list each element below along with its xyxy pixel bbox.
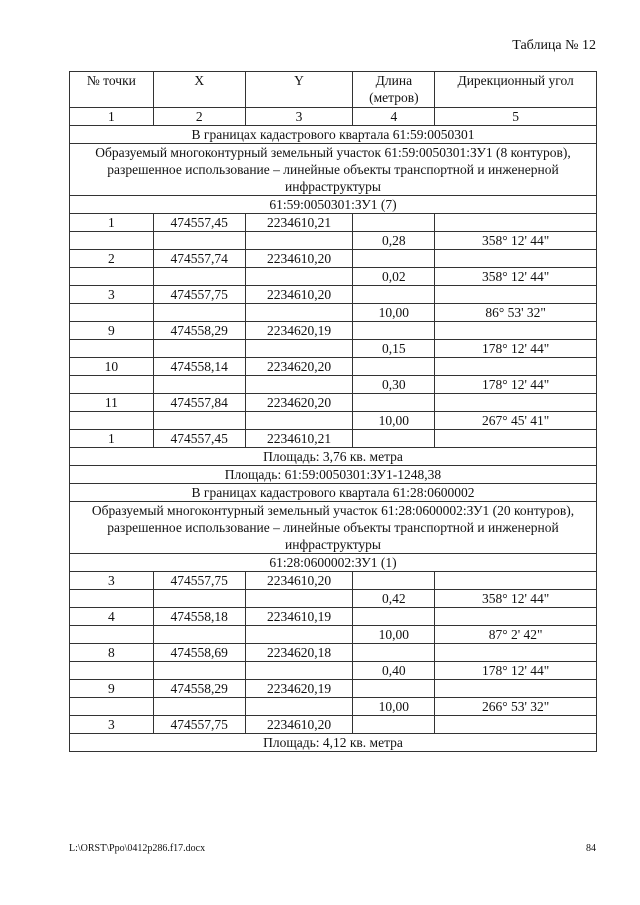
contour-id-row	[70, 196, 597, 214]
length-empty	[353, 572, 435, 590]
header-row	[70, 72, 597, 108]
contour-id: 61:28:0600002:ЗУ1 (1)	[70, 554, 597, 572]
length-empty	[353, 358, 435, 376]
direction-angle: 358° 12' 44"	[435, 268, 597, 286]
table-label: Таблица № 12	[512, 38, 596, 53]
segment-row	[70, 304, 597, 322]
segment-length: 0,30	[353, 376, 435, 394]
area-row-text-row	[70, 448, 597, 466]
coordinates-table	[69, 71, 597, 752]
length-empty	[353, 716, 435, 734]
angle-empty	[435, 214, 597, 232]
direction-angle: 178° 12' 44"	[435, 376, 597, 394]
column-header-y: Y	[245, 72, 353, 108]
length-empty	[353, 608, 435, 626]
y-empty	[245, 662, 353, 680]
point-row	[70, 286, 597, 304]
point-number: 3	[70, 716, 154, 734]
length-empty	[353, 250, 435, 268]
y-empty	[245, 412, 353, 430]
y-empty	[245, 698, 353, 716]
column-number-row	[70, 108, 597, 126]
y-empty	[245, 590, 353, 608]
point-row	[70, 358, 597, 376]
point-number: 3	[70, 572, 154, 590]
quarter-heading-row	[70, 126, 597, 144]
coord-y: 2234610,20	[245, 286, 353, 304]
point-empty	[70, 412, 154, 430]
coord-y: 2234620,19	[245, 322, 353, 340]
angle-empty	[435, 322, 597, 340]
length-empty	[353, 394, 435, 412]
segment-row	[70, 232, 597, 250]
area-row-text: Площадь: 4,12 кв. метра	[70, 734, 597, 752]
angle-empty	[435, 358, 597, 376]
length-empty	[353, 430, 435, 448]
segment-length: 0,15	[353, 340, 435, 358]
coord-y: 2234610,21	[245, 214, 353, 232]
segment-length: 10,00	[353, 698, 435, 716]
point-row	[70, 214, 597, 232]
page-number: 84	[586, 843, 596, 854]
point-empty	[70, 698, 154, 716]
total-area-row-text: Площадь: 61:59:0050301:ЗУ1-1248,38	[70, 466, 597, 484]
coord-x: 474557,74	[153, 250, 245, 268]
parcel-description: Образуемый многоконтурный земельный участок 61:59:0050301:ЗУ1 (8 контуров), разрешенное использование – линейные объекты транспортной и инженерной инфраструктуры	[70, 144, 597, 196]
direction-angle: 178° 12' 44"	[435, 340, 597, 358]
point-row	[70, 680, 597, 698]
y-empty	[245, 268, 353, 286]
y-empty	[245, 232, 353, 250]
coord-x: 474557,84	[153, 394, 245, 412]
x-empty	[153, 232, 245, 250]
direction-angle: 266° 53' 32"	[435, 698, 597, 716]
contour-id-row	[70, 554, 597, 572]
coord-x: 474557,75	[153, 286, 245, 304]
coord-y: 2234620,20	[245, 394, 353, 412]
quarter-heading-row	[70, 484, 597, 502]
direction-angle: 86° 53' 32"	[435, 304, 597, 322]
total-area-row-text-row	[70, 466, 597, 484]
coord-y: 2234620,20	[245, 358, 353, 376]
length-empty	[353, 644, 435, 662]
segment-row	[70, 698, 597, 716]
point-empty	[70, 304, 154, 322]
x-empty	[153, 376, 245, 394]
contour-id: 61:59:0050301:ЗУ1 (7)	[70, 196, 597, 214]
coord-x: 474558,29	[153, 322, 245, 340]
segment-length: 0,42	[353, 590, 435, 608]
point-empty	[70, 268, 154, 286]
direction-angle: 178° 12' 44"	[435, 662, 597, 680]
segment-row	[70, 340, 597, 358]
coord-x: 474557,75	[153, 572, 245, 590]
point-number: 8	[70, 644, 154, 662]
point-empty	[70, 626, 154, 644]
point-number: 10	[70, 358, 154, 376]
angle-empty	[435, 644, 597, 662]
angle-empty	[435, 572, 597, 590]
angle-empty	[435, 430, 597, 448]
segment-length: 0,02	[353, 268, 435, 286]
x-empty	[153, 268, 245, 286]
column-number: 2	[153, 108, 245, 126]
point-row	[70, 608, 597, 626]
coord-x: 474558,18	[153, 608, 245, 626]
coord-y: 2234610,20	[245, 572, 353, 590]
coord-y: 2234620,18	[245, 644, 353, 662]
segment-row	[70, 590, 597, 608]
point-empty	[70, 232, 154, 250]
coord-y: 2234610,20	[245, 250, 353, 268]
point-row	[70, 644, 597, 662]
direction-angle: 87° 2' 42"	[435, 626, 597, 644]
point-empty	[70, 662, 154, 680]
coord-y: 2234610,20	[245, 716, 353, 734]
column-number: 4	[353, 108, 435, 126]
column-header-length: Длина (метров)	[353, 72, 435, 108]
segment-row	[70, 376, 597, 394]
y-empty	[245, 626, 353, 644]
angle-empty	[435, 680, 597, 698]
x-empty	[153, 340, 245, 358]
point-empty	[70, 340, 154, 358]
parcel-description: Образуемый многоконтурный земельный участок 61:28:0600002:ЗУ1 (20 контуров), разрешенное использование – линейные объекты транспортной и инженерной инфраструктуры	[70, 502, 597, 554]
point-number: 3	[70, 286, 154, 304]
point-number: 9	[70, 322, 154, 340]
quarter-heading: В границах кадастрового квартала 61:59:0050301	[70, 126, 597, 144]
table-body	[70, 126, 597, 752]
point-empty	[70, 590, 154, 608]
coord-x: 474557,75	[153, 716, 245, 734]
segment-length: 10,00	[353, 304, 435, 322]
coord-x: 474557,45	[153, 430, 245, 448]
point-number: 4	[70, 608, 154, 626]
direction-angle: 358° 12' 44"	[435, 232, 597, 250]
parcel-description-row	[70, 144, 597, 196]
area-row-text: Площадь: 3,76 кв. метра	[70, 448, 597, 466]
angle-empty	[435, 250, 597, 268]
column-number: 1	[70, 108, 154, 126]
point-row	[70, 394, 597, 412]
segment-row	[70, 268, 597, 286]
x-empty	[153, 662, 245, 680]
coord-x: 474558,29	[153, 680, 245, 698]
y-empty	[245, 340, 353, 358]
point-number: 11	[70, 394, 154, 412]
coord-y: 2234610,21	[245, 430, 353, 448]
column-header-angle: Дирекционный угол	[435, 72, 597, 108]
segment-row	[70, 662, 597, 680]
point-row	[70, 250, 597, 268]
quarter-heading: В границах кадастрового квартала 61:28:0600002	[70, 484, 597, 502]
coord-y: 2234620,19	[245, 680, 353, 698]
direction-angle: 267° 45' 41"	[435, 412, 597, 430]
angle-empty	[435, 394, 597, 412]
point-number: 9	[70, 680, 154, 698]
length-empty	[353, 680, 435, 698]
column-number: 5	[435, 108, 597, 126]
area-row-text-row	[70, 734, 597, 752]
point-row	[70, 716, 597, 734]
y-empty	[245, 376, 353, 394]
angle-empty	[435, 286, 597, 304]
column-header-x: X	[153, 72, 245, 108]
segment-length: 10,00	[353, 626, 435, 644]
point-row	[70, 430, 597, 448]
coord-x: 474558,14	[153, 358, 245, 376]
point-row	[70, 572, 597, 590]
coord-y: 2234610,19	[245, 608, 353, 626]
coord-x: 474558,69	[153, 644, 245, 662]
x-empty	[153, 626, 245, 644]
x-empty	[153, 590, 245, 608]
parcel-description-row	[70, 502, 597, 554]
column-number: 3	[245, 108, 353, 126]
x-empty	[153, 698, 245, 716]
angle-empty	[435, 716, 597, 734]
footer-file-path: L:\ORST\Ppo\0412p286.f17.docx	[69, 843, 206, 854]
length-empty	[353, 214, 435, 232]
coord-x: 474557,45	[153, 214, 245, 232]
y-empty	[245, 304, 353, 322]
segment-row	[70, 412, 597, 430]
segment-length: 0,40	[353, 662, 435, 680]
angle-empty	[435, 608, 597, 626]
point-number: 1	[70, 430, 154, 448]
segment-length: 0,28	[353, 232, 435, 250]
x-empty	[153, 412, 245, 430]
point-empty	[70, 376, 154, 394]
segment-length: 10,00	[353, 412, 435, 430]
segment-row	[70, 626, 597, 644]
point-number: 1	[70, 214, 154, 232]
x-empty	[153, 304, 245, 322]
point-row	[70, 322, 597, 340]
direction-angle: 358° 12' 44"	[435, 590, 597, 608]
column-header-point: № точки	[70, 72, 154, 108]
length-empty	[353, 322, 435, 340]
point-number: 2	[70, 250, 154, 268]
length-empty	[353, 286, 435, 304]
